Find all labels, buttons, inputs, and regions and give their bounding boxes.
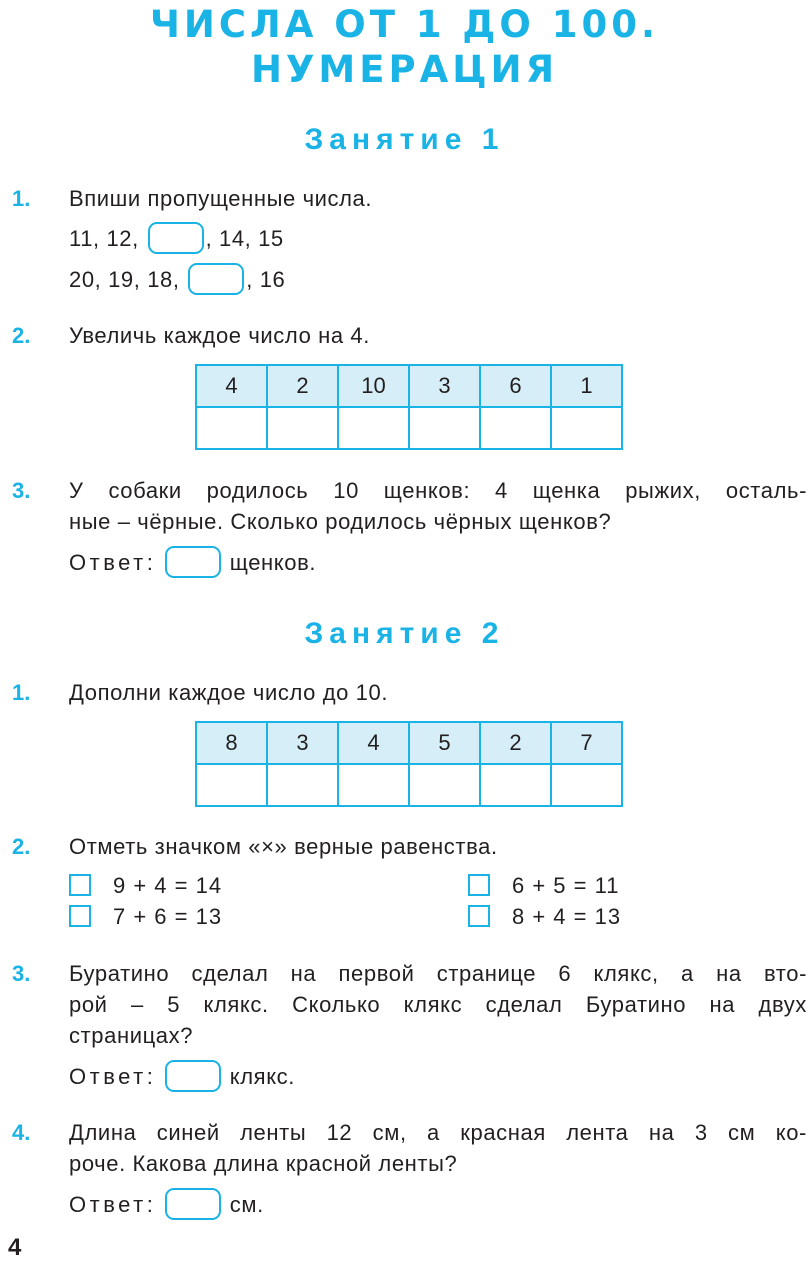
page-title-line2: НУМЕРАЦИЯ <box>250 48 559 91</box>
lesson2-task1-text: Дополни каждое число до 10. <box>69 680 389 705</box>
lesson2-task4-answer <box>69 1189 264 1222</box>
answer-cell[interactable] <box>551 407 622 449</box>
table-header-row <box>196 722 622 764</box>
equation-item <box>468 873 619 899</box>
lesson1-task3-answer <box>69 547 316 580</box>
lesson1-task1-row1 <box>69 223 284 256</box>
checkbox[interactable] <box>69 874 91 896</box>
lesson1-task3-line1: У собаки родилось 10 щенков: 4 щенка рыжих, осталь- <box>69 478 807 503</box>
equation-item <box>69 873 222 899</box>
page-title-line1: ЧИСЛА ОТ 1 ДО 100. <box>149 3 660 46</box>
lesson1-task2-number: 2. <box>12 323 31 348</box>
answer-cell[interactable] <box>551 764 622 806</box>
answer-cell[interactable] <box>409 407 480 449</box>
table-cell: 2 <box>480 722 551 764</box>
table-cell: 4 <box>196 365 267 407</box>
checkbox[interactable] <box>468 874 490 896</box>
lesson2-task1-table <box>195 721 623 807</box>
checkbox[interactable] <box>468 905 490 927</box>
lesson1-heading: Занятие 1 <box>304 123 505 156</box>
table-cell: 4 <box>338 722 409 764</box>
table-cell: 2 <box>267 365 338 407</box>
table-cell: 6 <box>480 365 551 407</box>
lesson2-task4-number: 4. <box>12 1120 31 1145</box>
equation-text: 7 + 6 = 13 <box>113 904 223 929</box>
answer-cell[interactable] <box>409 764 480 806</box>
answer-label: Ответ: <box>69 550 157 575</box>
table-cell: 5 <box>409 722 480 764</box>
equation-text: 8 + 4 = 13 <box>512 904 622 929</box>
table-header-row <box>196 365 622 407</box>
answer-box[interactable] <box>188 263 244 295</box>
table-cell: 3 <box>267 722 338 764</box>
lesson1-task2-table <box>195 364 623 450</box>
lesson2-task2-number: 2. <box>12 834 31 859</box>
equation-text: 9 + 4 = 14 <box>113 873 223 898</box>
lesson1-task3-line2: ные – чёрные. Сколько родилось чёрных щенков? <box>69 509 612 534</box>
lesson2-task3-line2: рой – 5 клякс. Сколько клякс сделал Буратино на двух <box>69 992 807 1017</box>
row2-after: , 16 <box>246 267 286 292</box>
equation-item <box>468 904 621 930</box>
row1-after: , 14, 15 <box>205 226 284 251</box>
answer-cell[interactable] <box>480 407 551 449</box>
answer-unit: см. <box>229 1192 264 1217</box>
lesson2-task1-number: 1. <box>12 680 31 705</box>
table-answer-row <box>196 407 622 449</box>
row2-before: 20, 19, 18, <box>69 267 180 292</box>
row1-before: 11, 12, <box>69 226 139 251</box>
table-cell: 8 <box>196 722 267 764</box>
lesson2-task3-number: 3. <box>12 961 31 986</box>
answer-box[interactable] <box>165 546 221 578</box>
lesson1-task1-number: 1. <box>12 186 31 211</box>
lesson1-task1-text: Впиши пропущенные числа. <box>69 186 373 211</box>
answer-cell[interactable] <box>480 764 551 806</box>
lesson2-task3-answer <box>69 1061 295 1094</box>
lesson2-task3-line3: страницах? <box>69 1023 194 1048</box>
answer-unit: клякс. <box>229 1064 295 1089</box>
lesson2-task4-line1: Длина синей ленты 12 см, а красная лента на 3 см ко- <box>69 1120 807 1145</box>
answer-cell[interactable] <box>196 407 267 449</box>
answer-cell[interactable] <box>338 764 409 806</box>
lesson2-task3-line1: Буратино сделал на первой странице 6 клякс, а на вто- <box>69 961 807 986</box>
answer-cell[interactable] <box>338 407 409 449</box>
lesson1-task3-number: 3. <box>12 478 31 503</box>
equation-text: 6 + 5 = 11 <box>512 873 620 898</box>
equation-item <box>69 904 222 930</box>
table-cell: 7 <box>551 722 622 764</box>
answer-cell[interactable] <box>267 764 338 806</box>
table-cell: 10 <box>338 365 409 407</box>
answer-box[interactable] <box>165 1060 221 1092</box>
table-cell: 1 <box>551 365 622 407</box>
answer-label: Ответ: <box>69 1064 157 1089</box>
answer-cell[interactable] <box>267 407 338 449</box>
lesson2-heading: Занятие 2 <box>304 617 505 650</box>
answer-label: Ответ: <box>69 1192 157 1217</box>
lesson2-task2-text: Отметь значком «×» верные равенства. <box>69 834 498 859</box>
answer-unit: щенков. <box>229 550 317 575</box>
page-number: 4 <box>8 1234 22 1261</box>
lesson1-task2-text: Увеличь каждое число на 4. <box>69 323 370 348</box>
answer-box[interactable] <box>148 222 204 254</box>
answer-box[interactable] <box>165 1188 221 1220</box>
checkbox[interactable] <box>69 905 91 927</box>
answer-cell[interactable] <box>196 764 267 806</box>
table-answer-row <box>196 764 622 806</box>
table-cell: 3 <box>409 365 480 407</box>
lesson1-task1-row2 <box>69 264 285 297</box>
lesson2-task4-line2: роче. Какова длина красной ленты? <box>69 1151 458 1176</box>
